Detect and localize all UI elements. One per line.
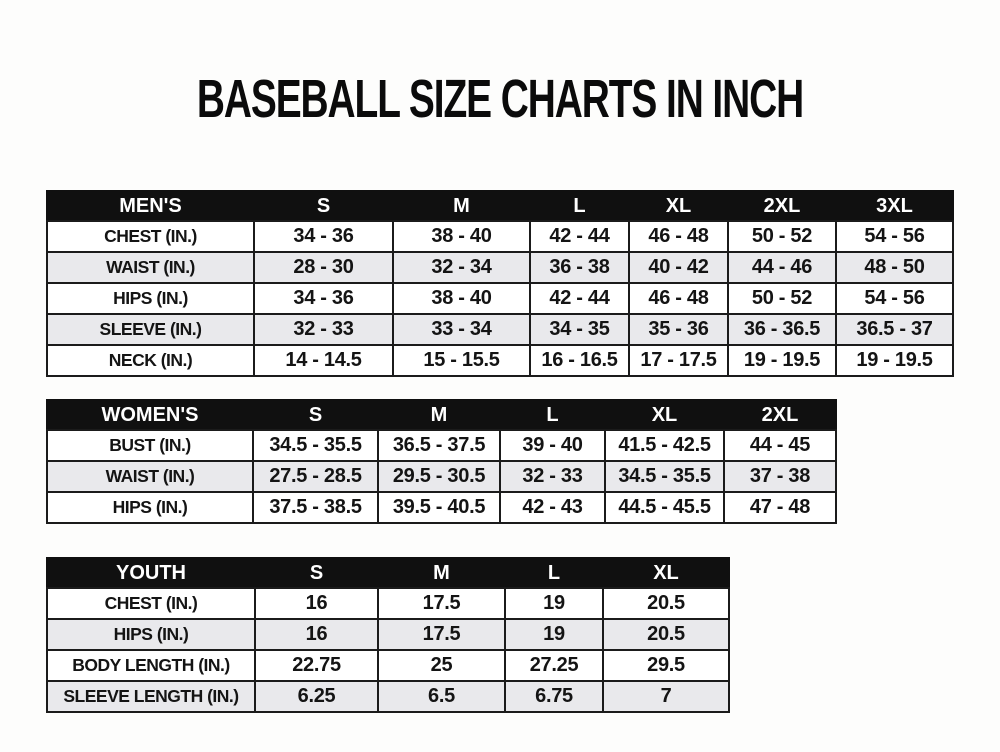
column-header-3xl: 3XL [836, 191, 953, 221]
size-value-cell: 14 - 14.5 [254, 345, 393, 376]
size-value-cell: 6.25 [255, 681, 378, 712]
table-row [47, 314, 953, 345]
row-label: SLEEVE LENGTH (IN.) [47, 681, 255, 712]
table-row [47, 681, 729, 712]
size-value-cell: 15 - 15.5 [393, 345, 530, 376]
size-value-cell: 34 - 35 [530, 314, 629, 345]
row-label: SLEEVE (IN.) [47, 314, 254, 345]
womens-size-table [46, 399, 837, 524]
table-row [47, 430, 836, 461]
size-value-cell: 16 [255, 588, 378, 619]
size-value-cell: 42 - 44 [530, 221, 629, 252]
size-value-cell: 25 [378, 650, 505, 681]
page-title: BASEBALL SIZE CHARTS IN INCH [196, 69, 804, 129]
column-header-xl: XL [603, 558, 729, 588]
size-value-cell: 29.5 [603, 650, 729, 681]
size-value-cell: 35 - 36 [629, 314, 728, 345]
column-header-l: L [530, 191, 629, 221]
row-label: HIPS (IN.) [47, 283, 254, 314]
table-row [47, 619, 729, 650]
column-header-s: S [254, 191, 393, 221]
size-value-cell: 6.75 [505, 681, 603, 712]
size-value-cell: 40 - 42 [629, 252, 728, 283]
size-value-cell: 27.25 [505, 650, 603, 681]
size-value-cell: 39.5 - 40.5 [378, 492, 500, 523]
table-row [47, 492, 836, 523]
size-value-cell: 19 - 19.5 [728, 345, 836, 376]
size-value-cell: 42 - 44 [530, 283, 629, 314]
youth-table-title: YOUTH [47, 558, 255, 588]
table-row [47, 283, 953, 314]
row-label: BODY LENGTH (IN.) [47, 650, 255, 681]
table-row [47, 588, 729, 619]
size-value-cell: 20.5 [603, 619, 729, 650]
column-header-l: L [500, 400, 605, 430]
size-value-cell: 36 - 36.5 [728, 314, 836, 345]
youth-size-table [46, 557, 730, 713]
size-value-cell: 32 - 34 [393, 252, 530, 283]
size-value-cell: 19 [505, 588, 603, 619]
size-value-cell: 36.5 - 37 [836, 314, 953, 345]
size-value-cell: 17 - 17.5 [629, 345, 728, 376]
column-header-m: M [393, 191, 530, 221]
size-value-cell: 34 - 36 [254, 221, 393, 252]
row-label: HIPS (IN.) [47, 619, 255, 650]
size-value-cell: 29.5 - 30.5 [378, 461, 500, 492]
column-header-s: S [253, 400, 378, 430]
size-value-cell: 33 - 34 [393, 314, 530, 345]
size-value-cell: 44 - 45 [724, 430, 836, 461]
row-label: HIPS (IN.) [47, 492, 253, 523]
size-value-cell: 17.5 [378, 588, 505, 619]
column-header-2xl: 2XL [728, 191, 836, 221]
table-row [47, 650, 729, 681]
table-row [47, 252, 953, 283]
column-header-s: S [255, 558, 378, 588]
size-value-cell: 19 - 19.5 [836, 345, 953, 376]
size-value-cell: 17.5 [378, 619, 505, 650]
size-value-cell: 50 - 52 [728, 221, 836, 252]
size-value-cell: 32 - 33 [254, 314, 393, 345]
size-value-cell: 19 [505, 619, 603, 650]
table-row [47, 461, 836, 492]
size-value-cell: 54 - 56 [836, 221, 953, 252]
size-value-cell: 27.5 - 28.5 [253, 461, 378, 492]
size-value-cell: 50 - 52 [728, 283, 836, 314]
size-value-cell: 41.5 - 42.5 [605, 430, 724, 461]
mens-table-title: MEN'S [47, 191, 254, 221]
size-value-cell: 32 - 33 [500, 461, 605, 492]
column-header-xl: XL [605, 400, 724, 430]
row-label: CHEST (IN.) [47, 588, 255, 619]
size-value-cell: 34.5 - 35.5 [253, 430, 378, 461]
column-header-m: M [378, 400, 500, 430]
size-value-cell: 42 - 43 [500, 492, 605, 523]
row-label: CHEST (IN.) [47, 221, 254, 252]
size-value-cell: 22.75 [255, 650, 378, 681]
size-value-cell: 28 - 30 [254, 252, 393, 283]
column-header-xl: XL [629, 191, 728, 221]
size-value-cell: 36 - 38 [530, 252, 629, 283]
size-value-cell: 44.5 - 45.5 [605, 492, 724, 523]
mens-size-table [46, 190, 954, 377]
size-value-cell: 36.5 - 37.5 [378, 430, 500, 461]
size-value-cell: 38 - 40 [393, 283, 530, 314]
size-value-cell: 37.5 - 38.5 [253, 492, 378, 523]
row-label: WAIST (IN.) [47, 461, 253, 492]
size-value-cell: 7 [603, 681, 729, 712]
size-value-cell: 34 - 36 [254, 283, 393, 314]
row-label: WAIST (IN.) [47, 252, 254, 283]
table-row [47, 345, 953, 376]
size-value-cell: 37 - 38 [724, 461, 836, 492]
size-value-cell: 34.5 - 35.5 [605, 461, 724, 492]
size-value-cell: 6.5 [378, 681, 505, 712]
size-value-cell: 20.5 [603, 588, 729, 619]
size-value-cell: 47 - 48 [724, 492, 836, 523]
table-row [47, 221, 953, 252]
size-value-cell: 38 - 40 [393, 221, 530, 252]
size-value-cell: 48 - 50 [836, 252, 953, 283]
row-label: NECK (IN.) [47, 345, 254, 376]
size-value-cell: 39 - 40 [500, 430, 605, 461]
column-header-2xl: 2XL [724, 400, 836, 430]
row-label: BUST (IN.) [47, 430, 253, 461]
column-header-l: L [505, 558, 603, 588]
size-value-cell: 16 - 16.5 [530, 345, 629, 376]
womens-table-title: WOMEN'S [47, 400, 253, 430]
size-value-cell: 44 - 46 [728, 252, 836, 283]
size-value-cell: 46 - 48 [629, 283, 728, 314]
column-header-m: M [378, 558, 505, 588]
size-value-cell: 16 [255, 619, 378, 650]
size-value-cell: 54 - 56 [836, 283, 953, 314]
size-value-cell: 46 - 48 [629, 221, 728, 252]
